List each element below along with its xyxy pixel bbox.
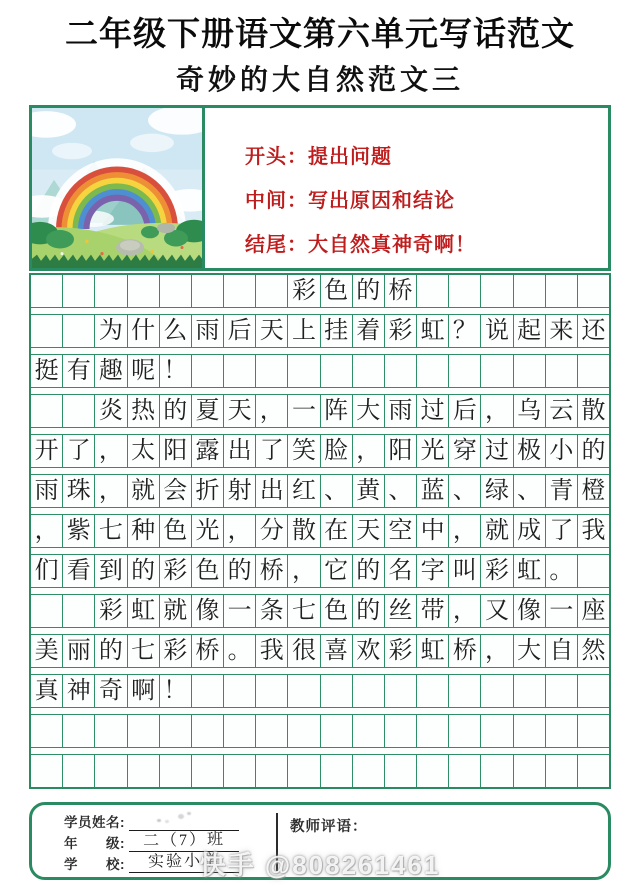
teacher-comment-label: 教师评语： [290, 819, 368, 835]
grid-cell: 桥 [449, 635, 481, 667]
grid-cell: 美 [31, 635, 63, 667]
grid-cell [63, 715, 95, 747]
grid-cell: 雨 [192, 315, 224, 347]
grid-cell: 桥 [192, 635, 224, 667]
grid-cell: 彩 [385, 315, 417, 347]
grid-cell [63, 755, 95, 787]
writing-grid [29, 273, 611, 789]
grid-cell: 神 [63, 675, 95, 707]
grid-cell: 青 [546, 475, 578, 507]
grid-cell: 的 [353, 275, 385, 307]
grid-cell: 的 [224, 555, 256, 587]
grid-cell: ， [95, 475, 127, 507]
outline-notes [205, 108, 608, 268]
grid-cell: 热 [128, 395, 160, 427]
grid-cell: 、 [449, 475, 481, 507]
grid-row [31, 275, 609, 308]
grid-cell: 阳 [385, 435, 417, 467]
grid-cell: ！ [160, 355, 192, 387]
row-gap [31, 348, 609, 355]
grid-cell [128, 715, 160, 747]
grid-cell [224, 355, 256, 387]
grid-cell: 为 [95, 315, 127, 347]
grid-cell: 欢 [353, 635, 385, 667]
grid-row [31, 475, 609, 508]
grid-cell [31, 275, 63, 307]
grid-cell: 出 [224, 435, 256, 467]
grid-cell [321, 355, 353, 387]
grid-cell: 天 [353, 515, 385, 547]
row-gap [31, 708, 609, 715]
field-value-handwritten: 二（7）班 [142, 831, 226, 850]
grid-cell: 什 [128, 315, 160, 347]
grid-cell: 七 [288, 595, 320, 627]
grid-cell: 的 [95, 635, 127, 667]
grid-cell [256, 715, 288, 747]
grid-cell: 色 [321, 275, 353, 307]
field-label: 年 级: [64, 836, 125, 851]
grid-cell [353, 675, 385, 707]
row-gap [31, 468, 609, 475]
grid-cell: ， [224, 515, 256, 547]
grid-cell [578, 675, 609, 707]
grid-cell: 了 [63, 435, 95, 467]
grid-cell [578, 715, 609, 747]
grid-cell: 、 [321, 475, 353, 507]
grid-cell: 叫 [449, 555, 481, 587]
grid-cell: 我 [581, 518, 606, 544]
grid-cell [546, 755, 578, 787]
grid-cell [224, 755, 256, 787]
outline-line-opening: 开头：提出问题 [245, 146, 392, 168]
student-field [64, 832, 276, 852]
grid-cell [192, 675, 224, 707]
grid-cell: 。 [546, 555, 578, 587]
grid-cell: 珠 [63, 475, 95, 507]
grid-cell: ， [353, 435, 385, 467]
grid-cell: 真 [31, 675, 63, 707]
grid-cell: 的 [128, 555, 160, 587]
grid-cell: 桥 [256, 555, 288, 587]
grid-cell: 会 [160, 475, 192, 507]
grid-cell: 散 [288, 515, 320, 547]
grid-cell [385, 755, 417, 787]
grid-cell: 散 [581, 398, 606, 424]
grid-row [31, 675, 609, 708]
grid-cell: 穿 [449, 435, 481, 467]
grid-cell: 一 [546, 595, 578, 627]
grid-cell: 座 [581, 598, 606, 624]
grid-cell: 带 [417, 595, 449, 627]
grid-cell: 炎 [95, 395, 127, 427]
field-underline [129, 811, 239, 831]
grid-row [31, 395, 609, 428]
field-value-handwritten: 实验小学 [147, 852, 221, 871]
grid-cell: 色 [192, 555, 224, 587]
grid-cell: 成 [514, 515, 546, 547]
grid-cell [288, 675, 320, 707]
grid-cell: 了 [546, 515, 578, 547]
grid-cell [417, 355, 449, 387]
grid-cell: 我 [256, 635, 288, 667]
student-field [64, 811, 276, 831]
grid-cell: 七 [95, 515, 127, 547]
grid-cell: 虹 [514, 555, 546, 587]
grid-cell: ， [449, 595, 481, 627]
grid-row [31, 515, 609, 548]
page-title: 二年级下册语文第六单元写话范文 [65, 17, 575, 53]
grid-cell [224, 675, 256, 707]
grid-cell: 极 [514, 435, 546, 467]
grid-cell: 挂 [321, 315, 353, 347]
grid-cell: 丽 [63, 635, 95, 667]
grid-cell [514, 355, 546, 387]
grid-cell [321, 755, 353, 787]
worksheet-page [0, 8, 640, 890]
grid-cell: ！ [160, 675, 192, 707]
grid-cell [578, 555, 609, 587]
row-gap [31, 668, 609, 675]
grid-cell: 奇 [95, 675, 127, 707]
grid-cell: ， [31, 515, 63, 547]
grid-cell [288, 355, 320, 387]
grid-cell [192, 275, 224, 307]
grid-cell [63, 395, 95, 427]
outline-line-ending: 结尾：大自然真神奇啊！ [245, 234, 476, 256]
grid-row [31, 435, 609, 468]
grid-cell [514, 715, 546, 747]
student-info-box [29, 802, 611, 880]
grid-cell [31, 755, 63, 787]
grid-cell: 看 [63, 555, 95, 587]
grid-cell: 种 [128, 515, 160, 547]
grid-cell [256, 755, 288, 787]
grid-cell: 们 [31, 555, 63, 587]
row-gap [31, 548, 609, 555]
grid-cell [546, 355, 578, 387]
grid-cell: 虹 [417, 635, 449, 667]
grid-cell [353, 715, 385, 747]
grid-cell: 光 [417, 435, 449, 467]
grid-cell: 夏 [192, 395, 224, 427]
grid-cell [449, 675, 481, 707]
grid-cell [546, 675, 578, 707]
grid-cell: 彩 [481, 555, 513, 587]
grid-cell: 黄 [353, 475, 385, 507]
grid-cell [160, 715, 192, 747]
grid-cell: 的 [160, 395, 192, 427]
grid-cell: 彩 [385, 635, 417, 667]
grid-cell: 名 [385, 555, 417, 587]
grid-cell: 趣 [95, 355, 127, 387]
grid-cell [95, 275, 127, 307]
grid-cell: 大 [514, 635, 546, 667]
grid-cell: 上 [288, 315, 320, 347]
grid-cell: 、 [514, 475, 546, 507]
row-gap [31, 508, 609, 515]
grid-cell: 挺 [31, 355, 63, 387]
grid-cell: 阵 [321, 395, 353, 427]
grid-cell [321, 675, 353, 707]
grid-cell: 它 [321, 555, 353, 587]
grid-cell: ？ [449, 315, 481, 347]
grid-cell [288, 755, 320, 787]
grid-cell [514, 755, 546, 787]
grid-cell [160, 275, 192, 307]
grid-cell: 又 [481, 595, 513, 627]
grid-cell: ， [95, 435, 127, 467]
grid-cell [31, 315, 63, 347]
grid-cell [578, 275, 609, 307]
grid-cell: 雨 [31, 475, 63, 507]
grid-cell [417, 755, 449, 787]
field-underline [129, 853, 239, 873]
grid-cell: 起 [514, 315, 546, 347]
grid-cell: 笑 [288, 435, 320, 467]
grid-cell: 小 [546, 435, 578, 467]
row-gap [31, 588, 609, 595]
grid-cell [449, 275, 481, 307]
grid-cell [481, 755, 513, 787]
grid-cell: 么 [160, 315, 192, 347]
grid-cell [256, 275, 288, 307]
grid-cell [63, 275, 95, 307]
grid-cell: 太 [128, 435, 160, 467]
field-label: 学 校: [64, 857, 125, 872]
grid-cell [31, 715, 63, 747]
grid-cell: 就 [128, 475, 160, 507]
grid-cell [192, 755, 224, 787]
grid-cell: 光 [192, 515, 224, 547]
grid-cell [256, 675, 288, 707]
grid-cell: 。 [224, 635, 256, 667]
grid-cell: 有 [63, 355, 95, 387]
grid-cell: 喜 [321, 635, 353, 667]
field-label: 学员姓名: [64, 815, 125, 830]
grid-cell [417, 715, 449, 747]
grid-cell: 射 [224, 475, 256, 507]
grid-cell: 彩 [288, 275, 320, 307]
grid-cell [417, 675, 449, 707]
grid-cell [95, 755, 127, 787]
grid-cell [385, 715, 417, 747]
grid-cell [514, 275, 546, 307]
grid-cell [578, 355, 609, 387]
grid-cell: 条 [256, 595, 288, 627]
grid-cell: 来 [546, 315, 578, 347]
grid-cell [63, 315, 95, 347]
grid-cell [128, 755, 160, 787]
grid-cell [546, 715, 578, 747]
grid-cell: 的 [581, 438, 606, 464]
grid-cell [31, 595, 63, 627]
grid-row [31, 635, 609, 668]
grid-cell [353, 355, 385, 387]
row-gap [31, 308, 609, 315]
grid-cell: 绿 [481, 475, 513, 507]
grid-cell [481, 275, 513, 307]
grid-cell: ， [256, 395, 288, 427]
grid-cell [288, 715, 320, 747]
grid-cell: 后 [224, 315, 256, 347]
row-gap [31, 388, 609, 395]
grid-cell: 的 [353, 555, 385, 587]
grid-cell: 了 [256, 435, 288, 467]
grid-cell: 天 [224, 395, 256, 427]
grid-cell: 着 [353, 315, 385, 347]
grid-cell: 啊 [128, 675, 160, 707]
grid-cell [192, 715, 224, 747]
grid-cell: 色 [321, 595, 353, 627]
grid-cell: 云 [546, 395, 578, 427]
grid-cell [417, 275, 449, 307]
grid-row [31, 355, 609, 388]
grid-row [31, 315, 609, 348]
student-fields [32, 809, 276, 873]
grid-cell: 彩 [95, 595, 127, 627]
grid-cell: 紫 [63, 515, 95, 547]
grid-cell [95, 715, 127, 747]
grid-cell: 还 [581, 318, 606, 344]
grid-cell: 七 [128, 635, 160, 667]
grid-row [31, 715, 609, 748]
row-gap [31, 428, 609, 435]
grid-cell [192, 355, 224, 387]
outline-box [29, 105, 611, 271]
grid-cell: 露 [192, 435, 224, 467]
grid-cell: 就 [481, 515, 513, 547]
page-subtitle: 奇妙的大自然范文三 [175, 65, 464, 96]
grid-row [31, 555, 609, 588]
grid-cell [128, 275, 160, 307]
field-underline [129, 832, 239, 852]
grid-cell: 折 [192, 475, 224, 507]
grid-cell: 说 [481, 315, 513, 347]
watermark: 快手 @808261461 [199, 850, 441, 880]
grid-cell [160, 755, 192, 787]
grid-cell: 就 [160, 595, 192, 627]
grid-cell: 出 [256, 475, 288, 507]
grid-cell: 的 [353, 595, 385, 627]
grid-cell: 分 [256, 515, 288, 547]
grid-cell: 一 [288, 395, 320, 427]
grid-cell [449, 715, 481, 747]
grid-cell: 丝 [385, 595, 417, 627]
grid-cell: 空 [385, 515, 417, 547]
grid-cell: ， [449, 515, 481, 547]
grid-cell: 天 [256, 315, 288, 347]
grid-cell [449, 755, 481, 787]
grid-cell: ， [481, 635, 513, 667]
grid-cell [578, 755, 609, 787]
row-gap [31, 748, 609, 755]
grid-row [31, 595, 609, 628]
grid-cell: 在 [321, 515, 353, 547]
grid-cell: 大 [353, 395, 385, 427]
rainbow-landscape-art [32, 108, 202, 268]
grid-cell [224, 715, 256, 747]
grid-cell: 中 [417, 515, 449, 547]
grid-cell: 蓝 [417, 475, 449, 507]
grid-cell: 后 [449, 395, 481, 427]
grid-cell [256, 355, 288, 387]
grid-cell: 像 [514, 595, 546, 627]
grid-cell [31, 395, 63, 427]
grid-cell: 彩 [160, 635, 192, 667]
grid-cell: 虹 [128, 595, 160, 627]
grid-cell: 像 [192, 595, 224, 627]
grid-cell: 彩 [160, 555, 192, 587]
grid-cell: 过 [417, 395, 449, 427]
row-gap [31, 628, 609, 635]
grid-cell [385, 675, 417, 707]
grid-cell [481, 715, 513, 747]
grid-cell: ， [481, 395, 513, 427]
grid-cell [449, 355, 481, 387]
grid-row [31, 755, 609, 787]
grid-cell: ， [288, 555, 320, 587]
grid-cell [514, 675, 546, 707]
student-field [64, 853, 276, 873]
grid-cell: 雨 [385, 395, 417, 427]
grid-cell [321, 715, 353, 747]
grid-cell [385, 355, 417, 387]
grid-cell: 、 [385, 475, 417, 507]
grid-cell [481, 355, 513, 387]
grid-cell: 阳 [160, 435, 192, 467]
grid-cell: 乌 [514, 395, 546, 427]
grid-cell: 呢 [128, 355, 160, 387]
grid-cell: 过 [481, 435, 513, 467]
grid-cell: 虹 [417, 315, 449, 347]
grid-cell: 字 [417, 555, 449, 587]
rainbow-landscape-illustration [32, 108, 205, 268]
grid-cell: 红 [288, 475, 320, 507]
grid-cell: 脸 [321, 435, 353, 467]
outline-line-middle: 中间：写出原因和结论 [245, 190, 455, 212]
grid-cell: 到 [95, 555, 127, 587]
name-smudge [157, 819, 161, 822]
teacher-comment-area [278, 809, 608, 873]
grid-cell: 色 [160, 515, 192, 547]
grid-cell: 开 [31, 435, 63, 467]
grid-cell: 然 [581, 638, 606, 664]
grid-cell: 桥 [385, 275, 417, 307]
grid-cell [353, 755, 385, 787]
grid-cell [63, 595, 95, 627]
grid-cell: 一 [224, 595, 256, 627]
grid-cell: 橙 [581, 478, 606, 504]
grid-cell [224, 275, 256, 307]
grid-cell [546, 275, 578, 307]
grid-cell: 自 [546, 635, 578, 667]
grid-cell: 很 [288, 635, 320, 667]
grid-cell [481, 675, 513, 707]
